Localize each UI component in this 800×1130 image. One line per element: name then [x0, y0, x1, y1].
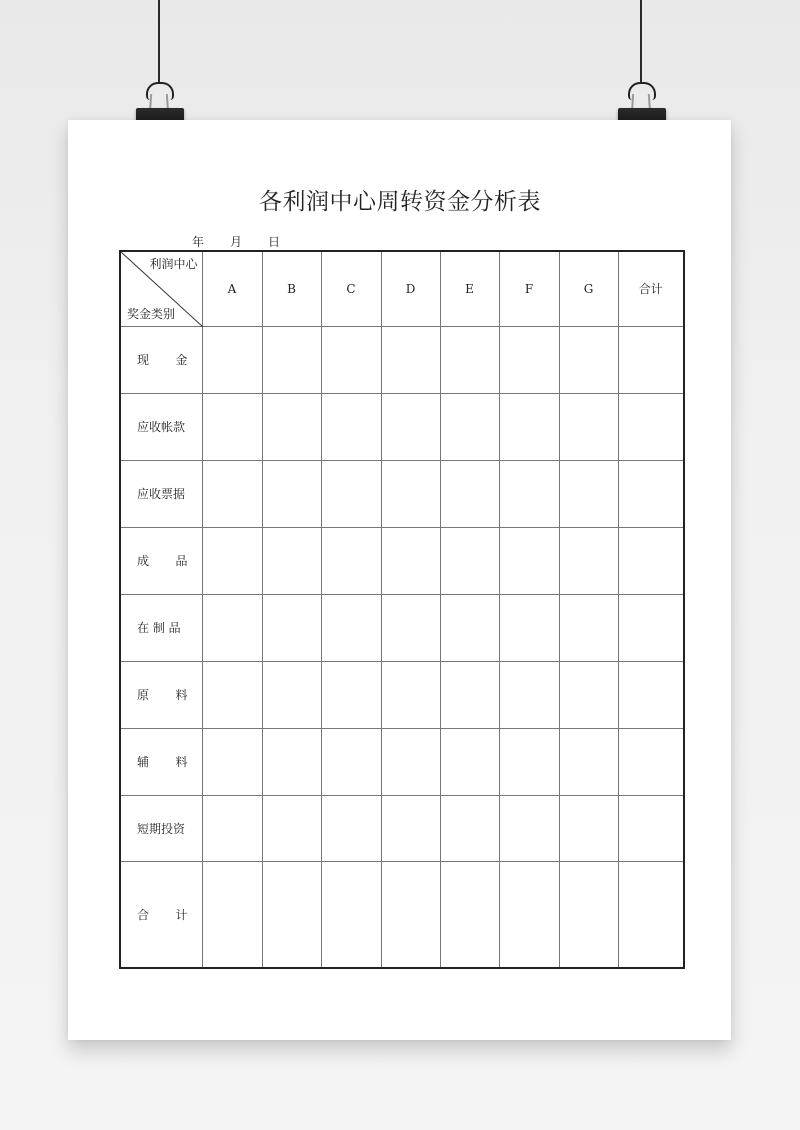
row-label-cell	[120, 527, 202, 594]
row-label-text: 料	[175, 755, 188, 769]
data-cell[interactable]	[262, 661, 321, 728]
data-cell[interactable]	[202, 728, 262, 795]
table-row	[120, 861, 684, 968]
column-header: E	[440, 251, 499, 326]
data-cell[interactable]	[440, 861, 499, 968]
row-label-text: 辅	[137, 755, 150, 769]
data-cell[interactable]	[559, 460, 618, 527]
row-label-cell	[120, 460, 202, 527]
data-cell[interactable]	[440, 326, 499, 393]
data-cell[interactable]	[262, 795, 321, 861]
table-row	[120, 393, 684, 460]
row-label-text: 原	[137, 688, 150, 702]
data-cell[interactable]	[618, 393, 684, 460]
data-cell[interactable]	[321, 861, 381, 968]
row-label-cell	[120, 661, 202, 728]
data-cell[interactable]	[381, 728, 440, 795]
data-cell[interactable]	[440, 594, 499, 661]
data-cell[interactable]	[262, 460, 321, 527]
data-cell[interactable]	[440, 728, 499, 795]
data-cell[interactable]	[321, 460, 381, 527]
data-cell[interactable]	[202, 460, 262, 527]
data-cell[interactable]	[499, 527, 559, 594]
row-label-text: 料	[175, 688, 188, 702]
data-cell[interactable]	[262, 527, 321, 594]
table-row	[120, 527, 684, 594]
column-header-total: 合计	[618, 251, 684, 326]
data-cell[interactable]	[202, 795, 262, 861]
data-cell[interactable]	[440, 393, 499, 460]
row-label-text: 金	[175, 353, 188, 367]
data-cell[interactable]	[262, 861, 321, 968]
column-header: A	[202, 251, 262, 326]
column-header: D	[381, 251, 440, 326]
date-day-label: 日	[268, 235, 281, 249]
data-cell[interactable]	[262, 594, 321, 661]
data-cell[interactable]	[202, 861, 262, 968]
row-label-text: 应收票据	[137, 487, 186, 501]
row-label-cell	[120, 795, 202, 861]
data-cell[interactable]	[559, 527, 618, 594]
data-cell[interactable]	[618, 326, 684, 393]
data-cell[interactable]	[618, 460, 684, 527]
data-cell[interactable]	[499, 661, 559, 728]
data-cell[interactable]	[559, 861, 618, 968]
data-cell[interactable]	[559, 728, 618, 795]
data-cell[interactable]	[618, 861, 684, 968]
data-cell[interactable]	[381, 594, 440, 661]
corner-header-profit-center: 利润中心	[149, 257, 198, 271]
document-title: 各利润中心周转资金分析表	[259, 189, 541, 215]
header-row	[120, 251, 684, 326]
data-cell[interactable]	[321, 661, 381, 728]
data-cell[interactable]	[618, 661, 684, 728]
data-cell[interactable]	[618, 795, 684, 861]
data-cell[interactable]	[499, 393, 559, 460]
analysis-table	[119, 250, 685, 969]
data-cell[interactable]	[321, 393, 381, 460]
data-cell[interactable]	[381, 326, 440, 393]
hanging-wire-left	[158, 0, 160, 84]
table-row	[120, 460, 684, 527]
data-cell[interactable]	[202, 326, 262, 393]
data-cell[interactable]	[202, 661, 262, 728]
data-cell[interactable]	[499, 728, 559, 795]
row-label-cell	[120, 326, 202, 393]
data-cell[interactable]	[499, 460, 559, 527]
row-label-text: 短期投资	[137, 821, 186, 836]
table-row	[120, 594, 684, 661]
data-cell[interactable]	[559, 795, 618, 861]
table-row	[120, 661, 684, 728]
data-cell[interactable]	[381, 795, 440, 861]
row-label-text: 计	[175, 907, 188, 922]
row-label-text: 现	[137, 353, 150, 367]
row-label-cell	[120, 594, 202, 661]
data-cell[interactable]	[499, 326, 559, 393]
data-cell[interactable]	[499, 795, 559, 861]
data-cell[interactable]	[559, 594, 618, 661]
corner-header-cell	[120, 251, 202, 326]
data-cell[interactable]	[321, 326, 381, 393]
data-cell[interactable]	[321, 728, 381, 795]
data-cell[interactable]	[559, 661, 618, 728]
data-cell[interactable]	[559, 393, 618, 460]
column-header: C	[321, 251, 381, 326]
data-cell[interactable]	[559, 326, 618, 393]
data-cell[interactable]	[381, 393, 440, 460]
row-label-text: 合	[137, 907, 150, 922]
row-label-text: 品	[175, 554, 188, 568]
data-cell[interactable]	[618, 594, 684, 661]
data-cell[interactable]	[499, 594, 559, 661]
data-cell[interactable]	[321, 795, 381, 861]
data-cell[interactable]	[618, 728, 684, 795]
data-cell[interactable]	[202, 527, 262, 594]
data-cell[interactable]	[440, 795, 499, 861]
column-header: F	[499, 251, 559, 326]
data-cell[interactable]	[440, 460, 499, 527]
row-label-text: 成	[137, 554, 150, 568]
row-label-text: 在 制 品	[137, 621, 181, 635]
hanging-wire-right	[640, 0, 642, 84]
data-cell[interactable]	[381, 861, 440, 968]
row-label-text: 应收帐款	[137, 420, 186, 434]
data-cell[interactable]	[262, 326, 321, 393]
date-year-label: 年	[192, 235, 205, 249]
date-month-label: 月	[230, 235, 243, 249]
column-header: B	[262, 251, 321, 326]
data-cell[interactable]	[618, 527, 684, 594]
corner-header-category: 奖金类别	[127, 306, 176, 321]
data-cell[interactable]	[381, 661, 440, 728]
data-cell[interactable]	[262, 393, 321, 460]
table-row	[120, 326, 684, 393]
data-cell[interactable]	[499, 861, 559, 968]
data-cell[interactable]	[321, 594, 381, 661]
row-label-cell	[120, 861, 202, 968]
data-cell[interactable]	[440, 661, 499, 728]
data-cell[interactable]	[381, 527, 440, 594]
data-cell[interactable]	[202, 393, 262, 460]
row-label-cell	[120, 728, 202, 795]
data-cell[interactable]	[321, 527, 381, 594]
data-cell[interactable]	[202, 594, 262, 661]
data-cell[interactable]	[262, 728, 321, 795]
row-label-cell	[120, 393, 202, 460]
column-header: G	[559, 251, 618, 326]
data-cell[interactable]	[381, 460, 440, 527]
data-cell[interactable]	[440, 527, 499, 594]
table-row	[120, 795, 684, 861]
table-row	[120, 728, 684, 795]
